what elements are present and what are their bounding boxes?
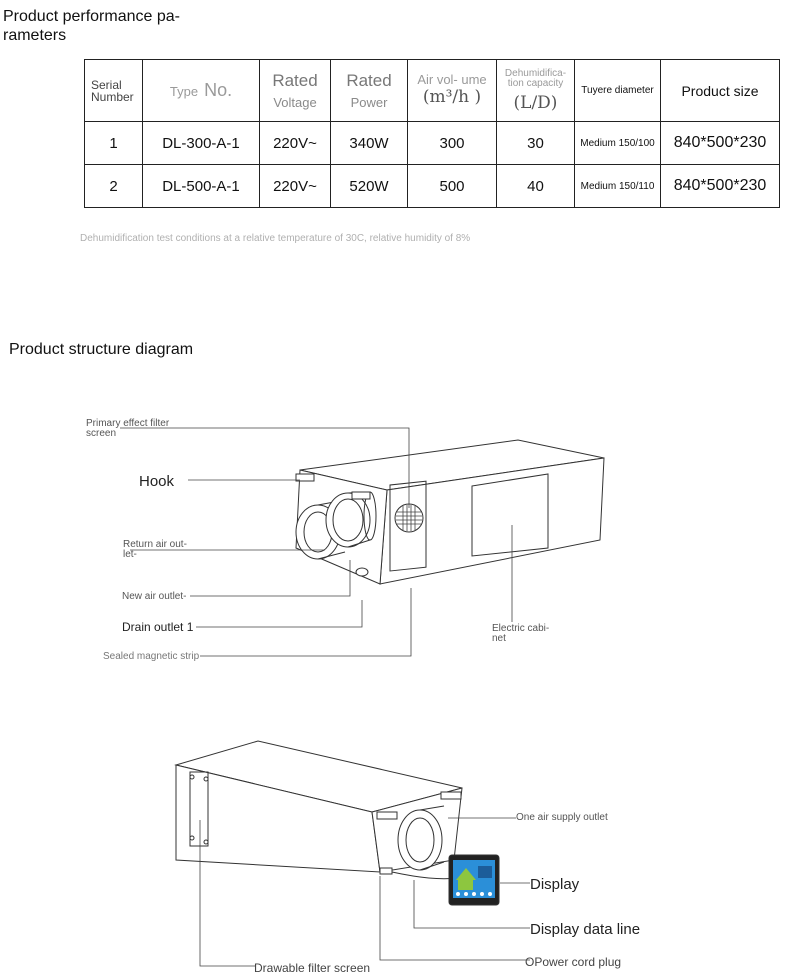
test-conditions-note: Dehumidification test conditions at a relative temperature of 30C, relative humidity of 8% [80,233,471,244]
top-unit-drawing [296,440,604,584]
header-power: Rated Power [331,60,408,122]
label-display-line: Display data line [530,921,641,938]
label-new-air: New air outlet- [122,591,187,602]
table-row: 2 DL-500-A-1 220V~ 520W 500 40 Medium 150/110 840*500*230 [85,165,780,208]
label-hook: Hook [139,473,175,490]
header-serial: Serial Number [85,60,143,122]
label-filter-screen: Drawable filter screen [254,961,371,975]
structure-title: Product structure diagram [9,341,194,358]
label-sealed-strip: Sealed magnetic strip [103,651,200,662]
header-dehumidification: Dehumidifica- tion capacity (L/D) [497,60,575,122]
parameters-title: Product performance pa- rameters [3,8,180,44]
label-drain: Drain outlet 1 [122,620,194,634]
label-return-air: Return air out- let- [123,539,187,560]
display-device [449,855,499,905]
header-voltage: Rated Voltage [260,60,331,122]
header-type: Type No. [143,60,260,122]
bottom-unit-drawing [176,741,462,879]
label-primary-filter: Primary effect filter screen [86,418,170,439]
label-power-plug: OPower cord plug [525,955,622,969]
label-display: Display [530,876,580,893]
header-air-volume: Air vol- ume (m³/h ) [408,60,497,122]
label-electric-cabinet: Electric cabi- net [492,623,550,644]
header-tuyere: Tuyere diameter [575,60,661,122]
label-air-supply: One air supply outlet [516,812,608,823]
header-size: Product size [661,60,780,122]
table-row: 1 DL-300-A-1 220V~ 340W 300 30 Medium 150/100 840*500*230 [85,122,780,165]
